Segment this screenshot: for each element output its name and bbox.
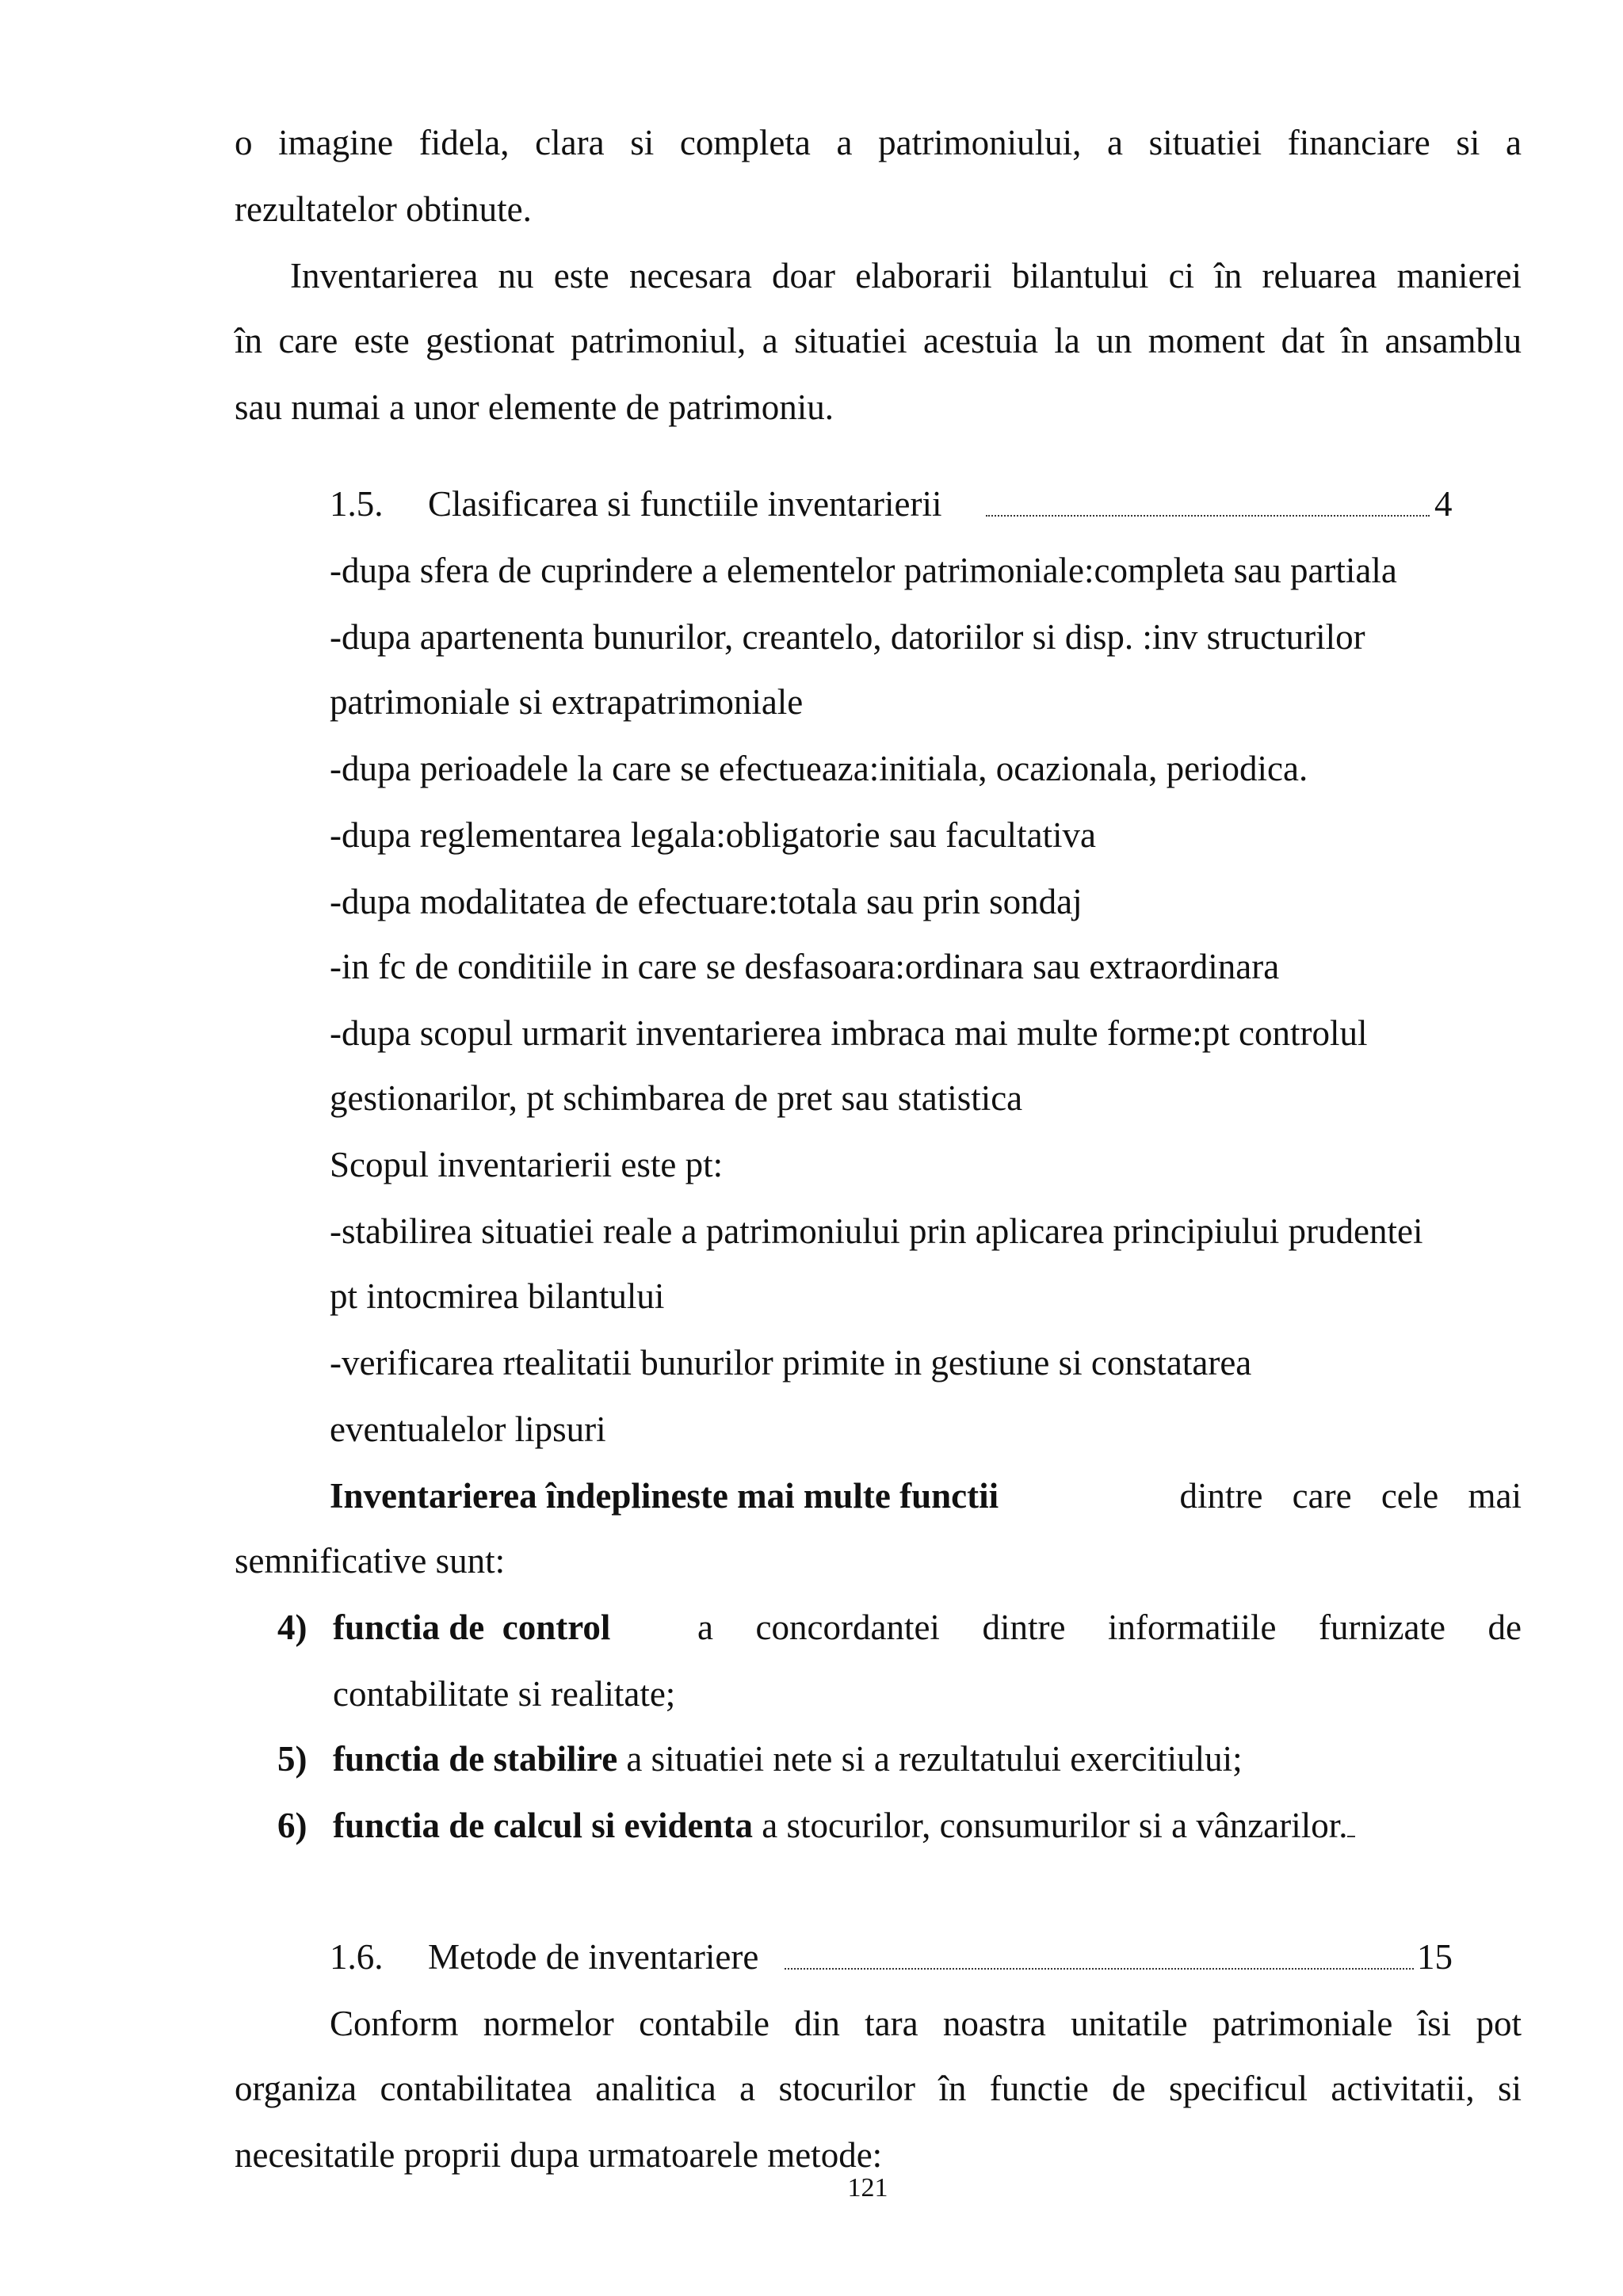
list-item: -stabilirea situatiei reale a patrimoniului prin aplicarea principiului prudentei [330, 1211, 1423, 1251]
section-page-ref: 4 [1434, 484, 1453, 524]
function-desc: a situatiei nete si a rezultatului exercitiului; [617, 1739, 1243, 1779]
list-item: -dupa scopul urmarit inventarierea imbraca mai multe forme:pt controlul [330, 1013, 1368, 1053]
list-item: -dupa sfera de cuprindere a elementelor patrimoniale:completa sau partiala [330, 551, 1397, 590]
paragraph-line: o imagine fidela, clara si completa a patrimoniului, a situatiei financiare si a [235, 123, 1522, 162]
list-item: -verificarea rtealitatii bunurilor primite in gestiune si constatarea [330, 1343, 1252, 1383]
section-title: Metode de inventariere [428, 1937, 759, 1977]
function-desc: a stocurilor, consumurilor si a vânzarilor. [752, 1806, 1348, 1845]
paragraph-line: sau numai a unor elemente de patrimoniu. [235, 387, 834, 427]
paragraph-line: Conform normelor contabile din tara noastra unitatile patrimoniale îsi pot [330, 2004, 1522, 2043]
list-item: -dupa reglementarea legala:obligatorie sau facultativa [330, 815, 1097, 855]
list-item: -in fc de conditiile in care se desfasoara:ordinara sau extraordinara [330, 947, 1280, 986]
paragraph-line: organiza contabilitatea analitica a stocurilor în functie de specificul activitatii, si [235, 2069, 1522, 2108]
list-item: eventualelor lipsuri [330, 1409, 606, 1449]
section-heading-1-5 [330, 480, 1458, 528]
function-item-cont: contabilitate si realitate; [333, 1674, 676, 1714]
functions-intro-bold: Inventarierea îndeplineste mai multe functii [330, 1476, 999, 1516]
function-term: functia de stabilire [333, 1739, 618, 1779]
list-item: -dupa perioadele la care se efectueaza:initiala, ocazionala, periodica. [330, 749, 1308, 788]
list-item: patrimoniale si extrapatrimoniale [330, 682, 804, 722]
list-number: 6) [277, 1806, 307, 1845]
function-desc: a concordantei dintre informatiile furnizate de [697, 1608, 1522, 1647]
list-item: pt intocmirea bilantului [330, 1276, 665, 1316]
dot-leader [986, 515, 1430, 517]
function-item [333, 1735, 1620, 1783]
section-title: Clasificarea si functiile inventarierii [428, 484, 942, 524]
section-heading-1-6 [330, 1933, 1458, 1981]
functions-intro [330, 1472, 1522, 1520]
function-term: functia de control [333, 1608, 611, 1647]
function-term: functia de calcul si evidenta [333, 1806, 753, 1845]
list-item: gestionarilor, pt schimbarea de pret sau statistica [330, 1078, 1023, 1118]
function-item [333, 1802, 1620, 1849]
page-number: 121 [847, 2173, 888, 2203]
dot-leader [785, 1968, 1414, 1970]
section-page-ref: 15 [1417, 1937, 1453, 1977]
paragraph-line: în care este gestionat patrimoniul, a situatiei acestuia la un moment dat în ansamblu [235, 321, 1522, 360]
list-item: -dupa apartenenta bunurilor, creantelo, datoriilor si disp. :inv structurilor [330, 617, 1365, 657]
section-number: 1.6. [330, 1937, 384, 1977]
section-number: 1.5. [330, 484, 384, 524]
paragraph-line: Inventarierea nu este necesara doar elaborarii bilantului ci în reluarea manierei [290, 256, 1522, 296]
function-item [333, 1604, 1522, 1651]
list-number: 4) [277, 1608, 307, 1647]
list-item: -dupa modalitatea de efectuare:totala sau prin sondaj [330, 882, 1083, 921]
list-item: Scopul inventarierii este pt: [330, 1145, 724, 1184]
paragraph-line: semnificative sunt: [235, 1541, 506, 1581]
underline-mark [1347, 1804, 1355, 1837]
list-number: 5) [277, 1739, 307, 1779]
paragraph-line: rezultatelor obtinute. [235, 189, 532, 229]
paragraph-line: necesitatile proprii dupa urmatoarele metode: [235, 2135, 883, 2175]
functions-intro-rest: dintre care cele mai [1179, 1476, 1522, 1516]
